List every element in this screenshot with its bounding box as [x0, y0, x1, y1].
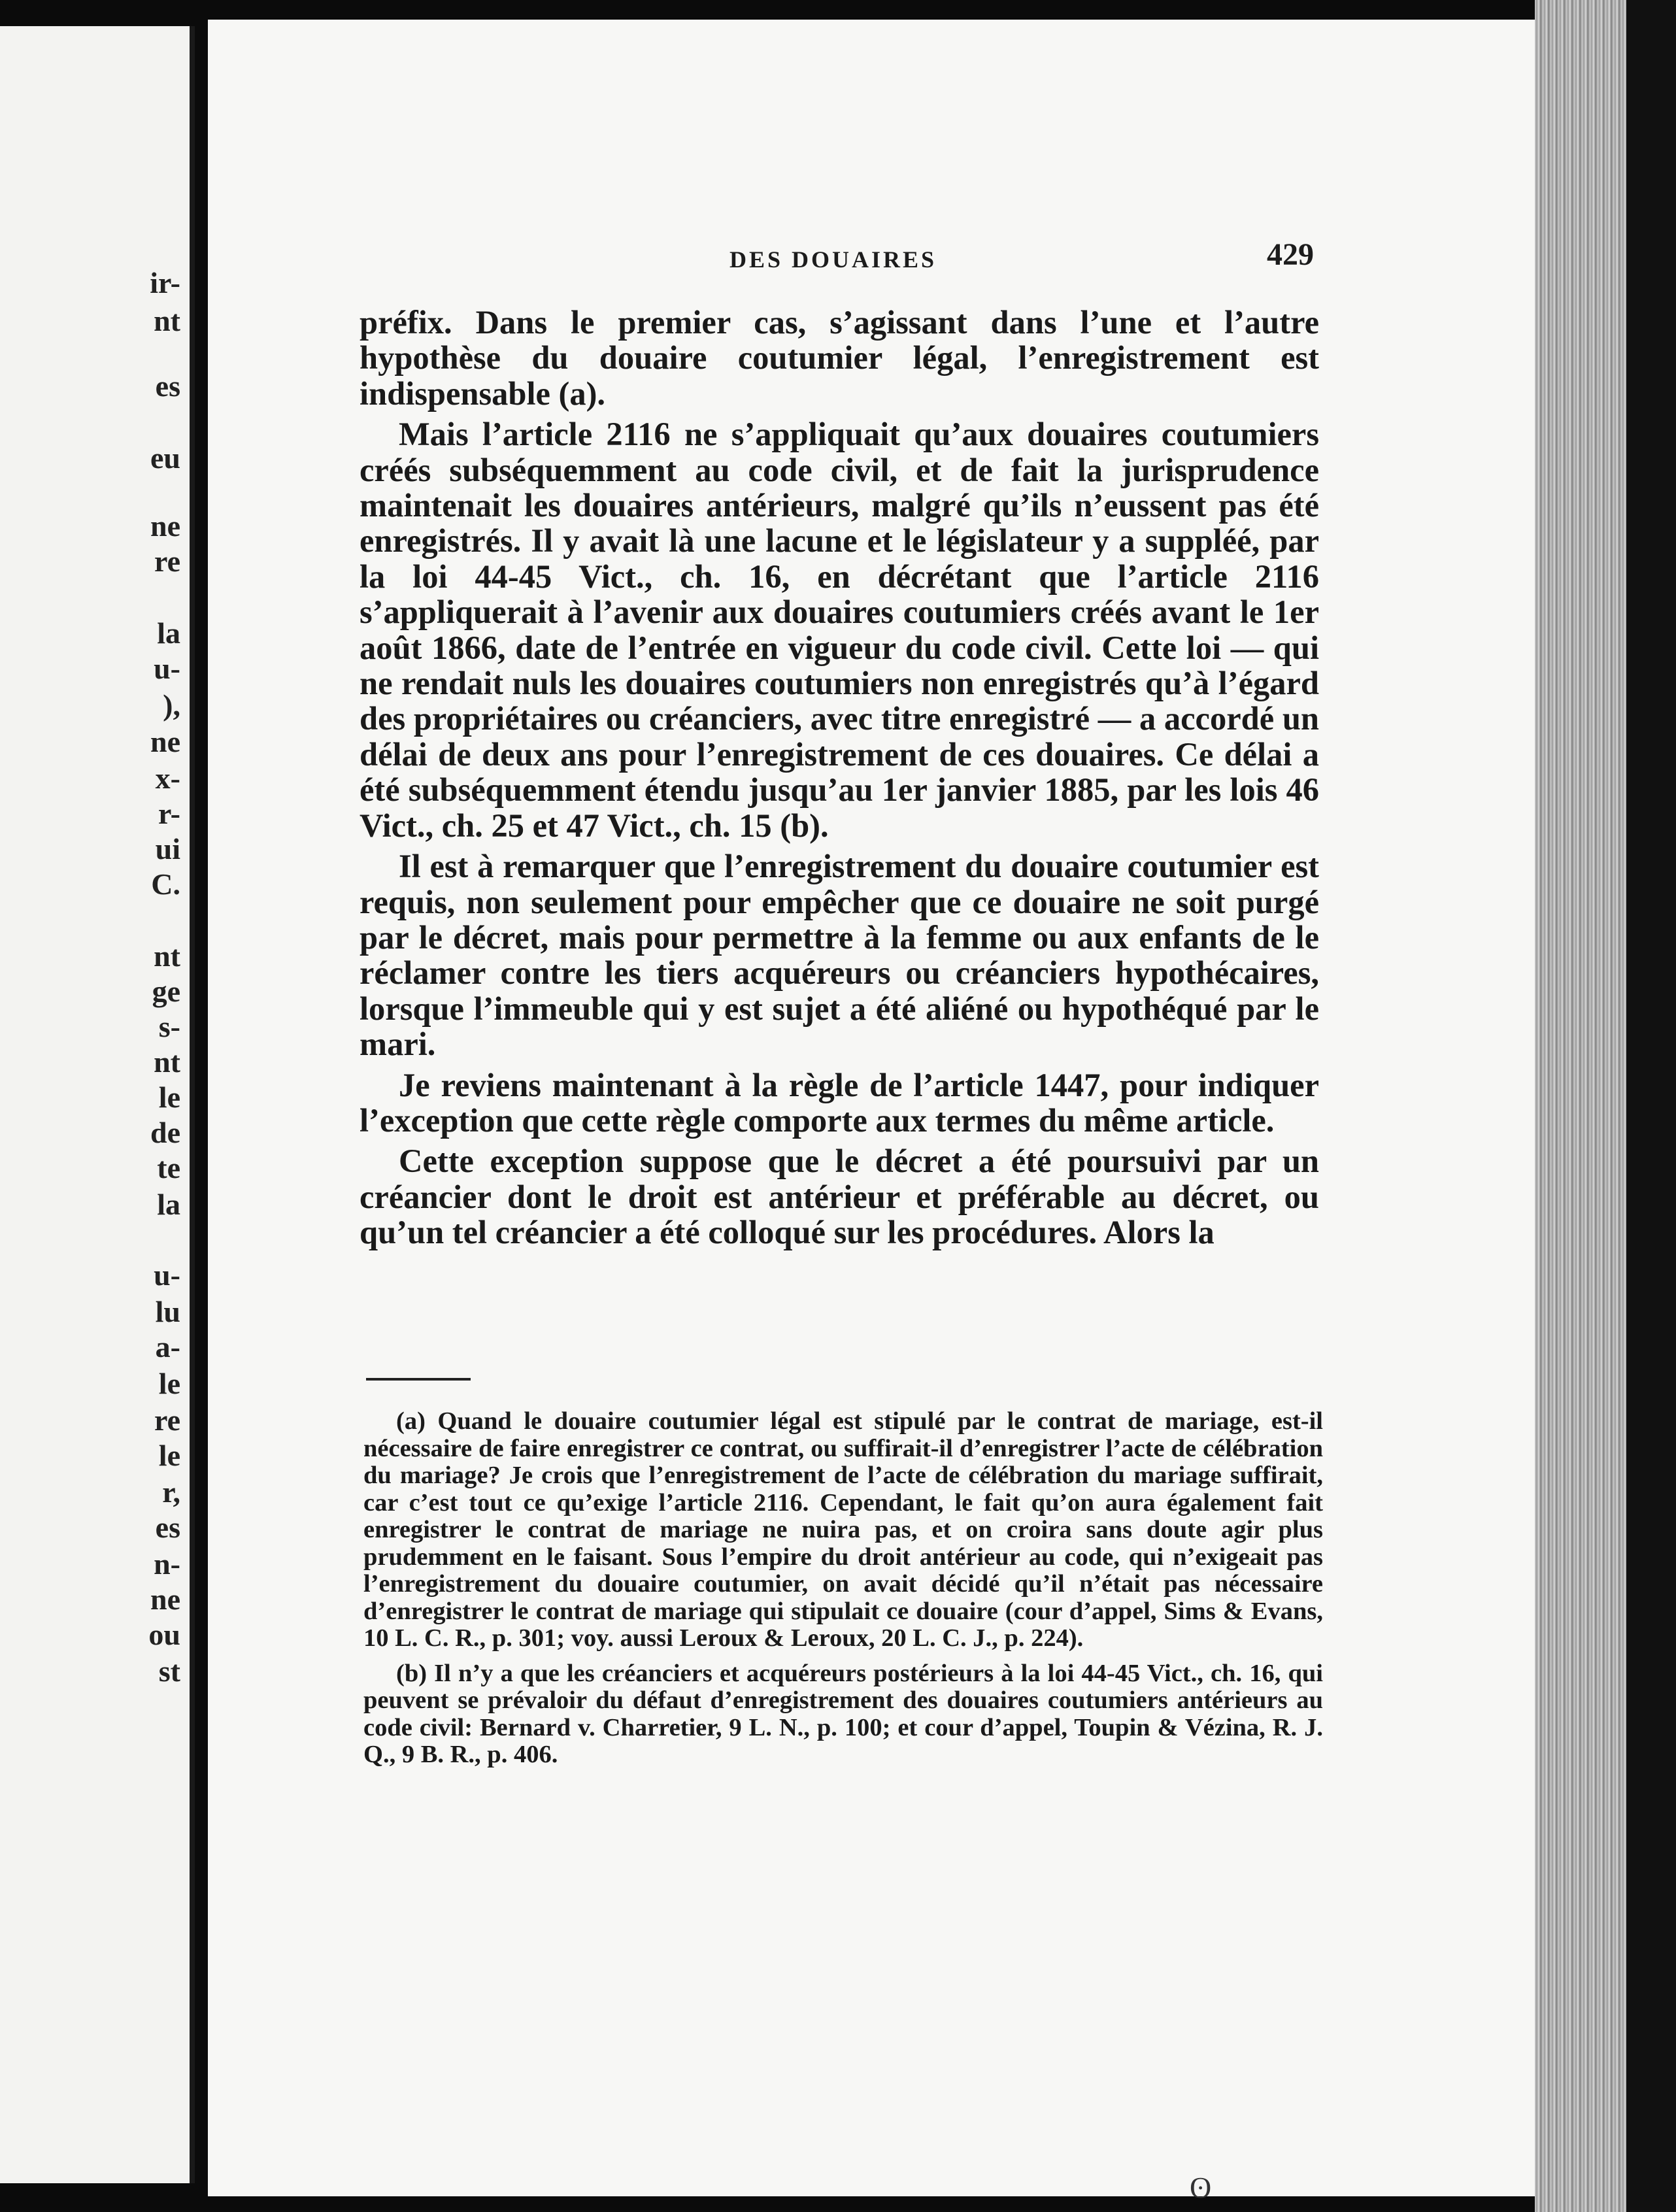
facing-page-fragment: ui: [155, 832, 180, 865]
paragraph-5: Cette exception suppose que le décret a été poursuivi par un créancier dont le droit est antérieur et préférable au décret, ou qu’un tel créancier a été colloqué sur les procédures. Alors la: [360, 1143, 1319, 1251]
paragraph-3: Il est à remarquer que l’enregistrement du douaire coutumier est requis, non seulement pour empêcher que ce douaire ne soit purgé par le décret, mais pour permettre à la femme ou aux enfants de le réclamer contre les tiers acquéreurs ou créanciers hypothécaires, lorsque l’immeuble qui y est sujet a été aliéné ou hypothéqué par le mari.: [360, 848, 1319, 1063]
footnote-a: (a) Quand le douaire coutumier légal est stipulé par le contrat de mariage, est-il nécessaire de faire enregistrer ce contrat, ou suffirait-il d’enregistrer l’acte de célébration du mariage? Je crois que l’enregistrement de l’acte de célébration du mariage suffirait, car c’est tout ce qu’exige l’article 2116. Cependant, le fait qu’on aura également fait enregistrer le contrat de mariage ne nuira pas, et on croira sans doute agir plus prudemment en le faisant. Sous l’empire du droit antérieur au code, qui n’exigeait pas l’enregistrement du douaire coutumier, on avait décidé qu’il n’était pas nécessaire d’enregistrer le contrat de mariage qui stipulait ce douaire (cour d’appel, Sims & Evans, 10 L. C. R., p. 301; voy. aussi Leroux & Leroux, 20 L. C. J., p. 224).: [363, 1407, 1323, 1652]
page-stack-edges: [1535, 0, 1626, 2212]
facing-page-fragment: la: [157, 616, 180, 650]
paragraph-1: préfix. Dans le premier cas, s’agissant dans l’une et l’autre hypothèse du douaire coutumier légal, l’enregistrement est indispensable (a).: [360, 304, 1319, 412]
facing-page-fragment: C.: [151, 867, 180, 901]
facing-page-fragment: te: [157, 1151, 180, 1184]
footnotes: [363, 1408, 1323, 1777]
facing-page-fragment: ne: [150, 1583, 180, 1616]
facing-page-fragment: ne: [150, 509, 180, 543]
facing-page-fragment: nt: [154, 304, 180, 337]
facing-page-fragment: a-: [155, 1330, 180, 1364]
facing-page-fragment: nt: [154, 939, 180, 973]
facing-page-fragment: la: [157, 1188, 180, 1221]
library-stamp-mark: ʘ: [1190, 2171, 1212, 2204]
facing-page-fragment: r,: [162, 1475, 180, 1509]
facing-page-fragment: nt: [154, 1045, 180, 1079]
facing-page-fragment: n-: [154, 1547, 180, 1581]
facing-page-fragment: es: [155, 1511, 180, 1544]
footnote-b: (b) Il n’y a que les créanciers et acquéreurs postérieurs à la loi 44-45 Vict., ch. 16, qui peuvent se prévaloir du défaut d’enregistrement des douaires coutumiers antérieurs au code civil: Bernard v. Charretier, 9 L. N., p. 100; et cour d’appel, Toupin & Vézina, R. J. Q., 9 B. R., p. 406.: [363, 1659, 1323, 1768]
facing-page-fragment: ou: [148, 1618, 180, 1651]
facing-page-fragment: st: [158, 1654, 180, 1688]
facing-page-edge: [0, 26, 195, 2183]
scan-border: [1626, 0, 1676, 2212]
facing-page-fragment: es: [155, 369, 180, 403]
facing-page-fragment: ne: [150, 725, 180, 758]
facing-page-fragment: lu: [155, 1295, 180, 1328]
facing-page-fragment: re: [154, 545, 180, 578]
paragraph-4: Je reviens maintenant à la règle de l’article 1447, pour indiquer l’exception que cette règle comporte aux termes du même article.: [360, 1066, 1319, 1139]
facing-page-fragment: le: [158, 1367, 180, 1400]
facing-page-fragment: s-: [158, 1010, 180, 1043]
facing-page-fragment: ir-: [150, 266, 180, 299]
facing-page-fragment: le: [158, 1081, 180, 1114]
facing-page-fragment: x-: [155, 762, 180, 795]
facing-page-fragment: u-: [154, 1258, 180, 1292]
facing-page-fragment: r-: [158, 797, 180, 830]
facing-page-fragment: de: [150, 1116, 180, 1149]
facing-page-fragment: le: [158, 1439, 180, 1472]
facing-page-fragment: ),: [163, 688, 180, 722]
footnote-rule: [366, 1378, 471, 1381]
page-number: 429: [1267, 237, 1314, 272]
body-text: [360, 305, 1319, 1256]
paragraph-2: Mais l’article 2116 ne s’appliquait qu’aux douaires coutumiers créés subséquemment au code civil, et de fait la jurisprudence maintenait les douaires antérieurs, malgré qu’ils n’eussent pas été enregistrés. Il y avait là une lacune et le législateur y a suppléé, par la loi 44-45 Vict., ch. 16, en décrétant que l’article 2116 s’appliquerait à l’avenir aux douaires coutumiers créés avant le 1er août 1866, date de l’entrée en vigueur du code civil. Cette loi — qui ne rendait nuls les douaires coutumiers non enregistrés qu’à l’égard des propriétaires ou créanciers, avec titre enregistré — a accordé un délai de deux ans pour l’enregistrement de ces douaires. Ce délai a été subséquemment étendu jusqu’au 1er janvier 1885, par les lois 46 Vict., ch. 25 et 47 Vict., ch. 15 (b).: [360, 416, 1319, 844]
facing-page-fragment: eu: [150, 441, 180, 475]
facing-page-fragment: u-: [154, 652, 180, 685]
facing-page-fragment: ge: [152, 975, 180, 1008]
facing-page-fragment: re: [154, 1403, 180, 1437]
running-head: DES DOUAIRES: [729, 246, 937, 273]
